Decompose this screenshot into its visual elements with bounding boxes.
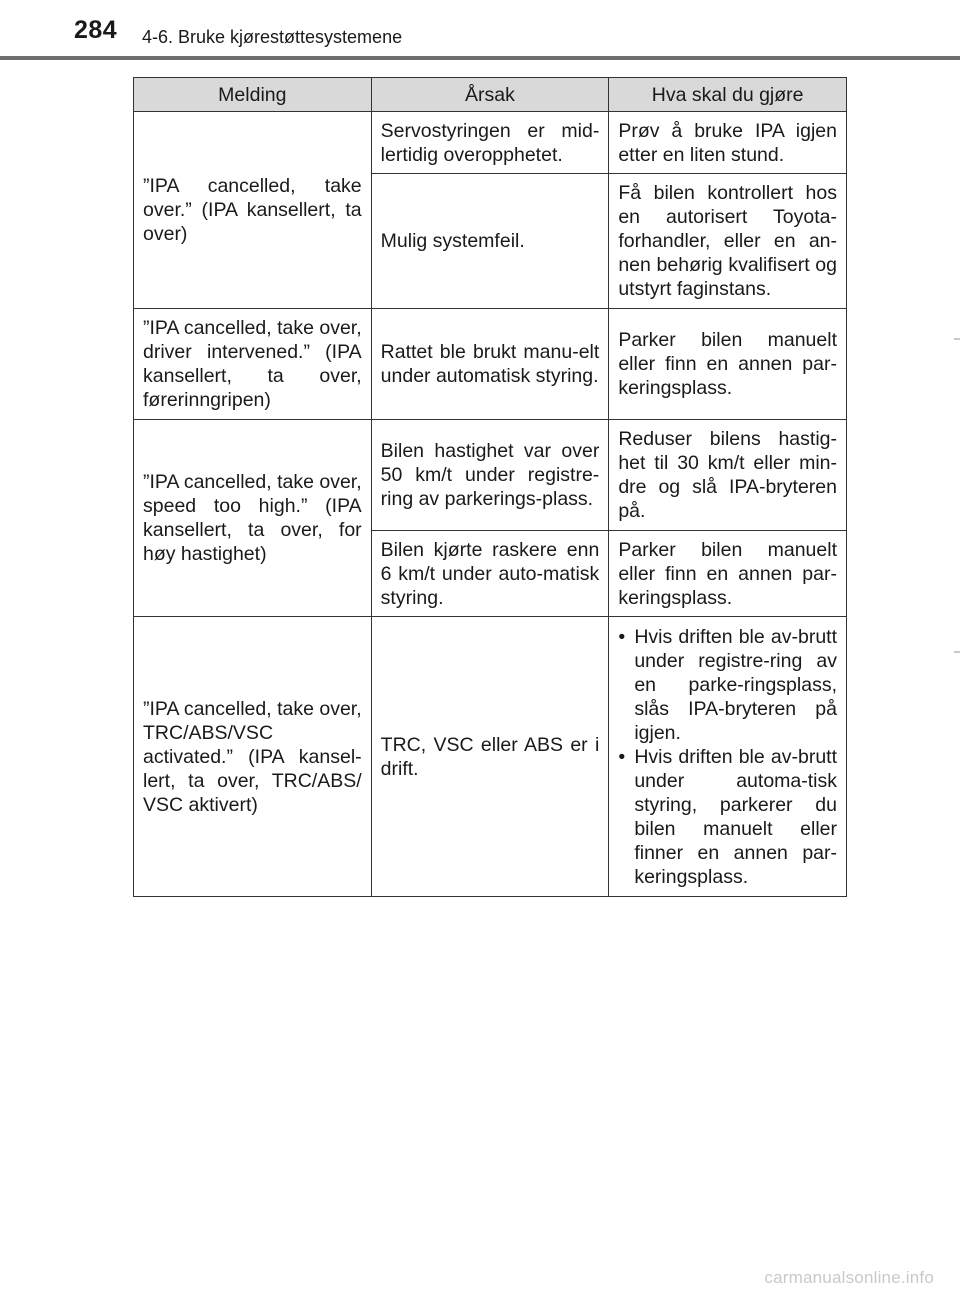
header-hva-skal-du-gjore: Hva skal du gjøre <box>609 78 847 112</box>
action-cell <box>609 617 847 897</box>
table-row <box>134 309 847 420</box>
section-title: 4-6. Bruke kjørestøttesystemene <box>142 27 403 47</box>
bullet-icon: • <box>618 625 626 648</box>
message-cell: ”IPA cancelled, take over, speed too high.” (IPA kansellert, ta over, for høy hastighet) <box>134 420 372 617</box>
watermark: carmanualsonline.info <box>764 1268 934 1287</box>
edge-mark <box>954 651 960 653</box>
message-cell: ”IPA cancelled, take over.” (IPA kansellert, ta over) <box>134 112 372 309</box>
table-row <box>134 420 847 531</box>
action-text: Hvis driften ble av-brutt under automa-tisk styring, parkerer du bilen manuelt eller finner en annen par-keringsplass. <box>634 745 837 888</box>
header-rule <box>0 56 960 60</box>
header-arsak: Årsak <box>371 78 609 112</box>
message-table-container <box>133 77 847 897</box>
header-melding: Melding <box>134 78 372 112</box>
cause-cell: Bilen kjørte raskere enn 6 km/t under auto-matisk styring. <box>371 531 609 617</box>
message-table <box>133 77 847 897</box>
action-cell: Reduser bilens hastig-het til 30 km/t eller min-dre og slå IPA-bryteren på. <box>609 420 847 531</box>
cause-cell: TRC, VSC eller ABS er i drift. <box>371 617 609 897</box>
table-row <box>134 617 847 897</box>
cause-cell: Mulig systemfeil. <box>371 174 609 309</box>
action-list <box>618 625 837 889</box>
action-cell: Få bilen kontrollert hos en autorisert Toyota-forhandler, eller en an-nen behørig kvalifisert og utstyrt faginstans. <box>609 174 847 309</box>
message-cell: ”IPA cancelled, take over, driver intervened.” (IPA kansellert, ta over, førerinngripen) <box>134 309 372 420</box>
action-list-item <box>618 625 837 745</box>
action-text: Hvis driften ble av-brutt under registre-ring av en parke-ringsplass, slås IPA-bryteren på igjen. <box>634 625 837 744</box>
cause-cell: Bilen hastighet var over 50 km/t under registre-ring av parkerings-plass. <box>371 420 609 531</box>
action-list-item <box>618 745 837 889</box>
page-number: 284 <box>74 16 118 44</box>
cause-cell: Servostyringen er mid-lertidig overopphetet. <box>371 112 609 174</box>
edge-mark <box>954 338 960 340</box>
action-cell: Parker bilen manuelt eller finn en annen par-keringsplass. <box>609 309 847 420</box>
message-cell: ”IPA cancelled, take over, TRC/ABS/VSC activated.” (IPA kansel-lert, ta over, TRC/ABS/ VSC aktivert) <box>134 617 372 897</box>
cause-cell: Rattet ble brukt manu-elt under automatisk styring. <box>371 309 609 420</box>
table-row <box>134 112 847 174</box>
action-cell: Prøv å bruke IPA igjen etter en liten stund. <box>609 112 847 174</box>
bullet-icon: • <box>618 745 626 768</box>
table-header-row <box>134 78 847 112</box>
action-cell: Parker bilen manuelt eller finn en annen par-keringsplass. <box>609 531 847 617</box>
